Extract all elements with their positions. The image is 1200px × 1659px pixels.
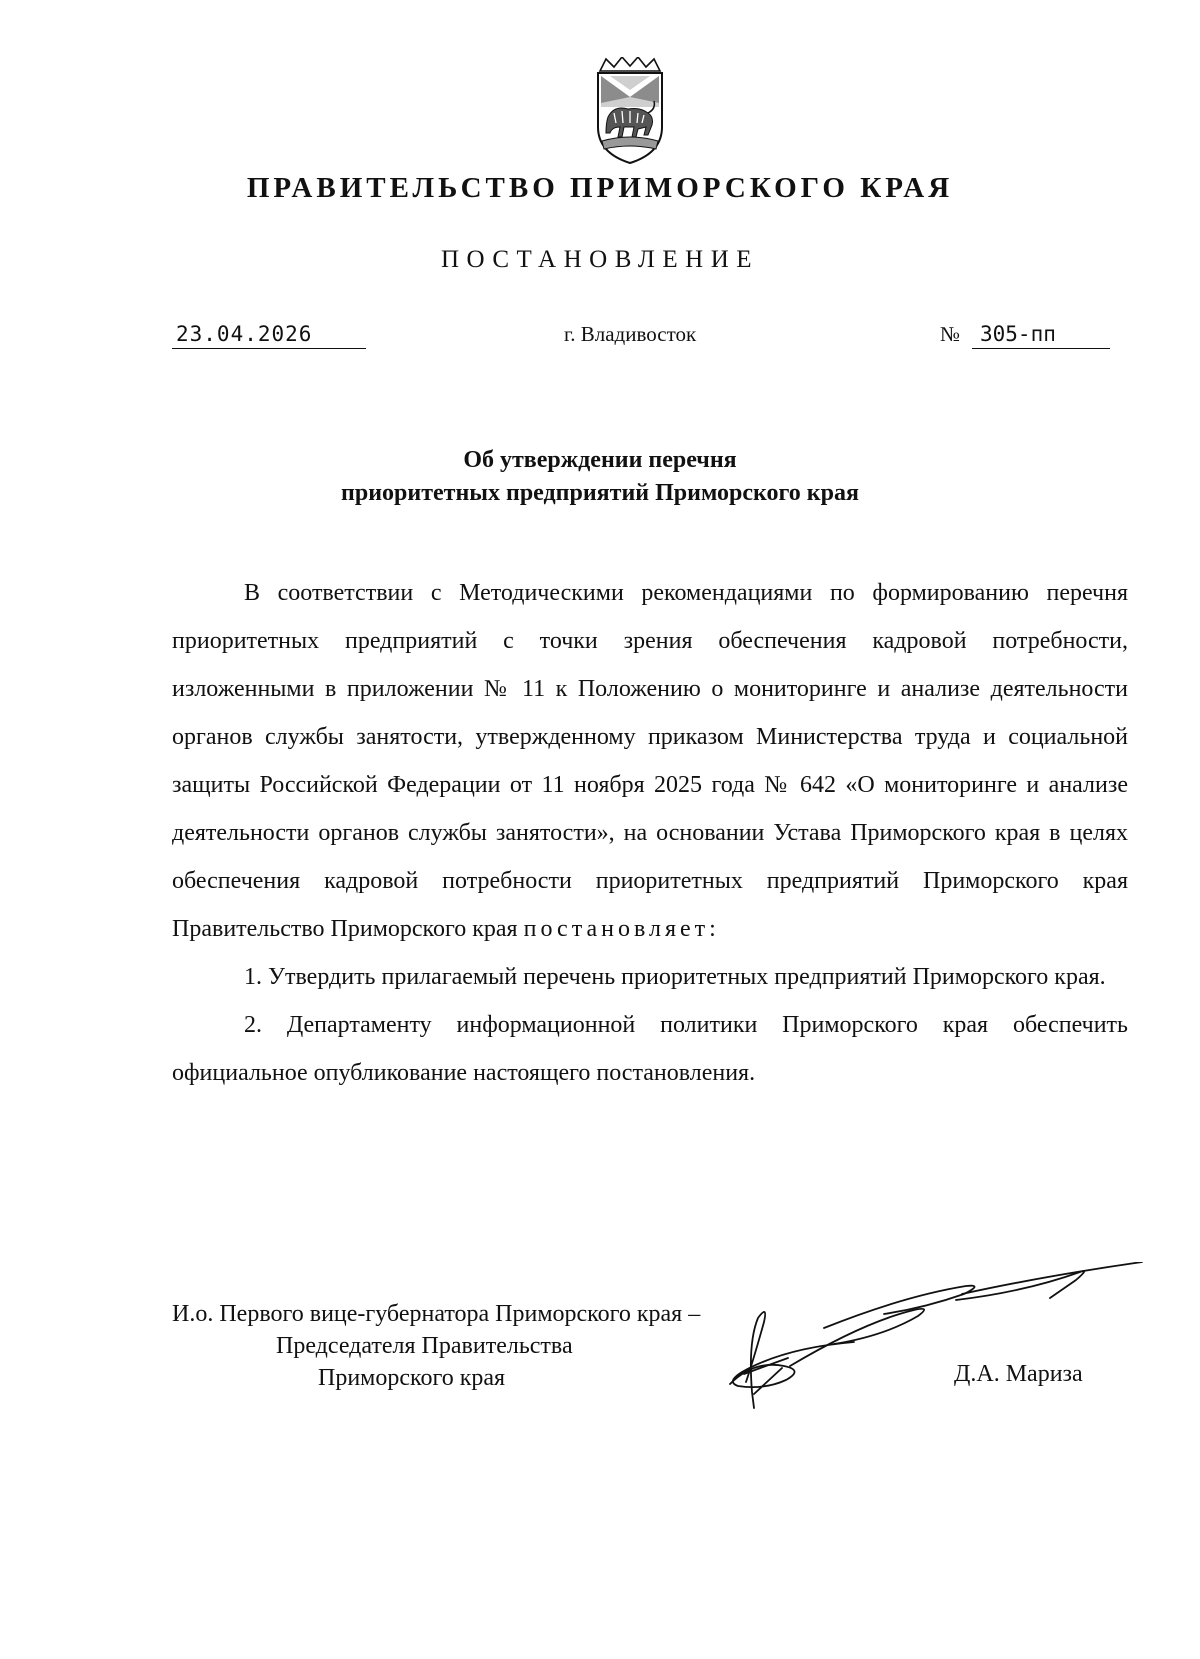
document-body <box>172 569 1128 1097</box>
item-2: 2. Департаменту информационной политики Приморского края обеспечить официальное опубликование настоящего постановления. <box>172 1012 1128 1086</box>
subject-line-1: Об утверждении перечня <box>463 447 737 473</box>
handwritten-signature-icon <box>724 1262 1148 1412</box>
document-number: 305-пп <box>972 322 1110 349</box>
document-subject <box>0 444 1200 510</box>
position-line-1: И.о. Первого вице-губернатора Приморского края – <box>172 1301 701 1327</box>
signatory-position <box>172 1298 700 1394</box>
document-type: ПОСТАНОВЛЕНИЕ <box>440 246 760 273</box>
decree-word: постановляет: <box>523 916 720 942</box>
government-name: ПРАВИТЕЛЬСТВО ПРИМОРСКОГО КРАЯ <box>246 172 954 204</box>
item-1: 1. Утвердить прилагаемый перечень приоритетных предприятий Приморского края. <box>244 964 1106 990</box>
intro-paragraph <box>172 569 1128 953</box>
document-city: г. Владивосток <box>564 322 697 346</box>
position-line-2: Председателя Правительства <box>276 1333 573 1359</box>
subject-line-2: приоритетных предприятий Приморского края <box>341 480 859 506</box>
signer-name: Д.А. Мариза <box>954 1361 1083 1387</box>
coat-of-arms-icon <box>592 57 668 167</box>
document-date: 23.04.2026 <box>172 322 366 349</box>
position-line-3: Приморского края <box>318 1365 506 1391</box>
number-sign: № <box>940 322 961 346</box>
intro-text: В соответствии с Методическими рекомендациями по формированию перечня приоритетных предприятий с точки зрения обеспечения кадровой потребности, изложенными в приложении № 11 к Положению о мониторинге и анализе деятельности органов службы занятости, утвержденному приказом Министерства труда и социальной защиты Российской Федерации от 11 ноября 2025 года № 642 «О мониторинге и анализе деятельности органов службы занятости», на основании Устава Приморского края в целях обеспечения кадровой потребности приоритетных предприятий Приморского края Правительство Приморского края <box>172 580 1128 942</box>
